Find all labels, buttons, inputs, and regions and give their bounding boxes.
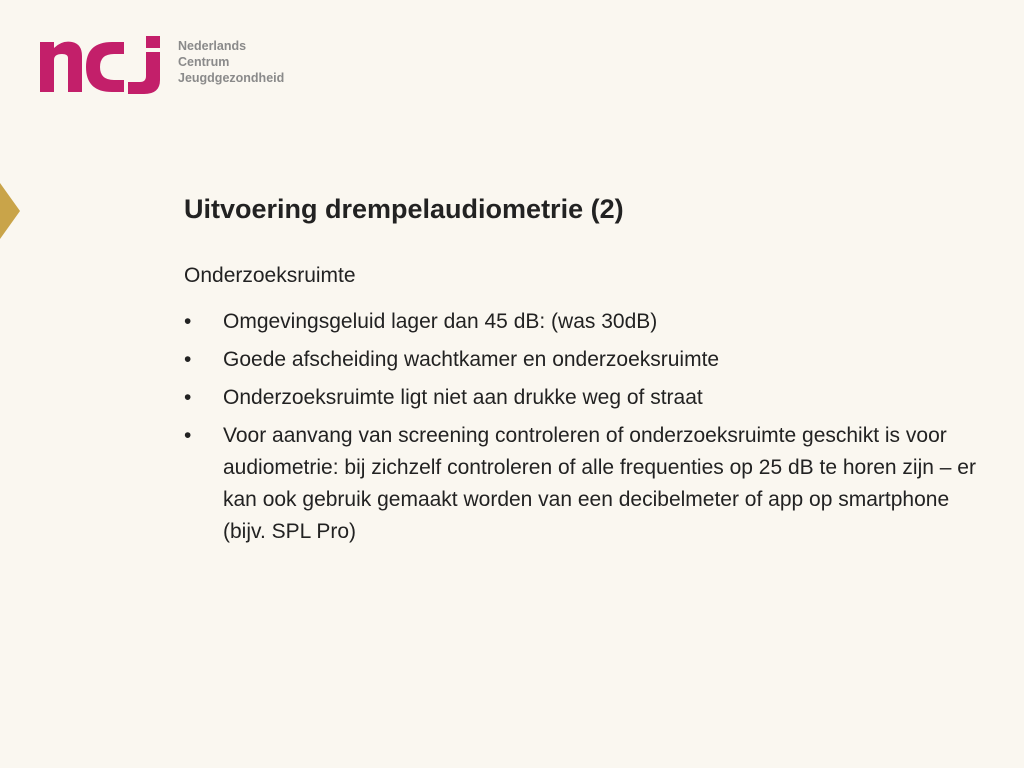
logo-wordmark: [178, 38, 284, 86]
ncj-logo: [40, 36, 284, 98]
logo-line-2: Centrum: [178, 55, 230, 69]
bullet-text: Onderzoeksruimte ligt niet aan drukke weg of straat: [223, 386, 703, 409]
list-item: [184, 382, 984, 414]
list-item: [184, 420, 984, 548]
list-item: [184, 344, 984, 376]
section-subheading: Onderzoeksruimte: [184, 264, 356, 287]
bullet-dot: •: [184, 310, 192, 333]
bullet-dot: •: [184, 348, 192, 371]
ncj-logo-mark: [40, 36, 168, 96]
bullet-text: Voor aanvang van screening controleren of onderzoeksruimte geschikt is voor audiometrie: bij zichzelf controleren of alle frequenties op 25 dB te horen zijn – er kan ook gebruik gemaakt worden van een decibelmeter of app op smartphone (bijv. SPL Pro): [223, 424, 976, 543]
bullet-text: Omgevingsgeluid lager dan 45 dB: (was 30dB): [223, 310, 658, 333]
bullet-dot: •: [184, 424, 192, 447]
list-item: [184, 306, 984, 338]
slide-marker-arrow: [0, 183, 20, 239]
logo-line-3: Jeugdgezondheid: [178, 71, 285, 85]
bullet-text: Goede afscheiding wachtkamer en onderzoeksruimte: [223, 348, 720, 371]
bullet-dot: •: [184, 386, 192, 409]
bullet-list: [184, 306, 984, 554]
logo-line-1: Nederlands: [178, 39, 247, 53]
slide-title: Uitvoering drempelaudiometrie (2): [184, 194, 624, 224]
